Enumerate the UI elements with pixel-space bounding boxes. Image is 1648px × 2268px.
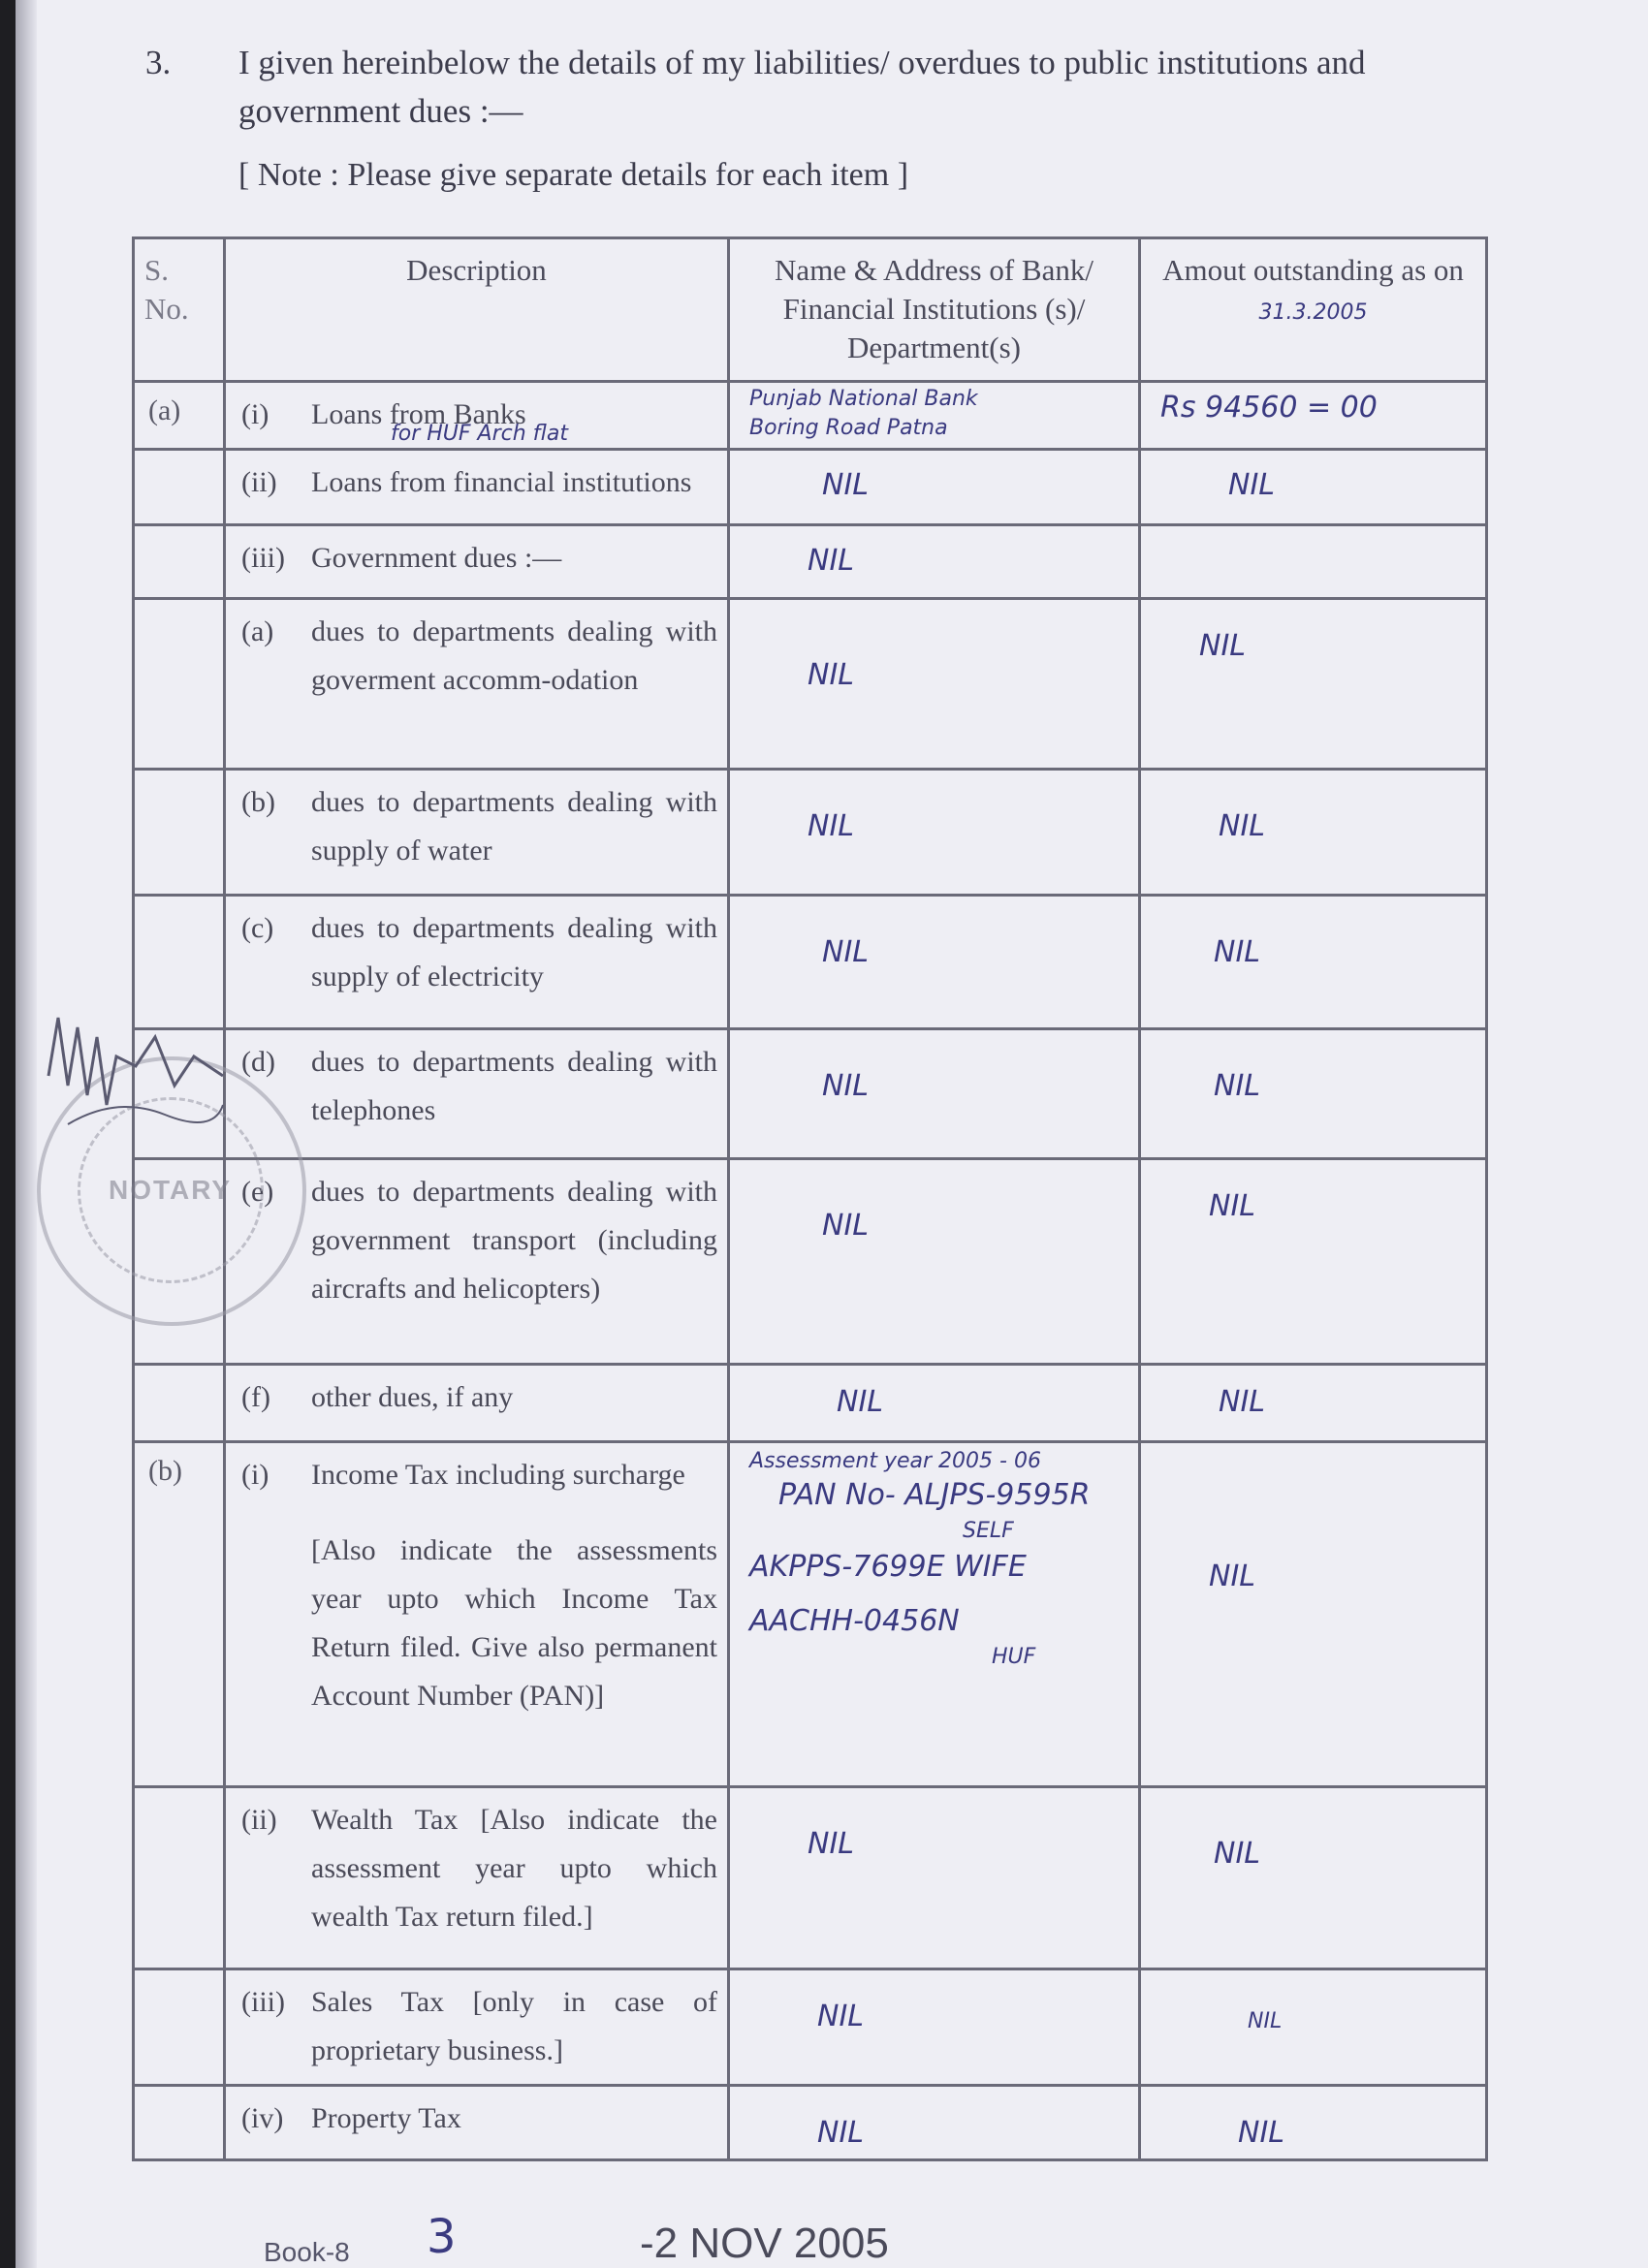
row-bank-line: AKPPS-7699E WIFE: [749, 1550, 1027, 1584]
row-amount-value: NIL: [1209, 1189, 1256, 1223]
row-label: (d): [241, 1046, 275, 1078]
row-amount: [1140, 450, 1487, 525]
row-amount: [1140, 2086, 1487, 2160]
row-desc-text: dues to departments dealing with supply of water: [311, 786, 717, 866]
row-desc-text: Government dues :—: [311, 542, 562, 574]
row-bank-value: NIL: [822, 935, 870, 969]
signature: [39, 998, 233, 1144]
row-sno: [134, 525, 225, 599]
table-row: [134, 599, 1487, 770]
row-bank-value: NIL: [822, 1069, 870, 1103]
notary-stamp-text: NOTARY: [109, 1175, 233, 1205]
row-desc-text: Wealth Tax [Also indicate the assessment year upto which wealth Tax return filed.]: [311, 1804, 717, 1933]
row-description: [225, 770, 729, 896]
row-description: [225, 1787, 729, 1969]
row-desc-text-2: [Also indicate the assessments year upto which Income Tax Return filed. Give also permanent Account Number (PAN)]: [311, 1534, 717, 1712]
table-row: [134, 1365, 1487, 1442]
table-row: [134, 382, 1487, 450]
table-header-row: [134, 238, 1487, 382]
row-label: (ii): [241, 1804, 277, 1836]
row-amount: [1140, 525, 1487, 599]
row-bank-line: HUF: [992, 1645, 1036, 1669]
row-desc-text: dues to departments dealing with telephones: [311, 1046, 717, 1126]
row-description: [225, 1442, 729, 1787]
row-bank: [729, 1787, 1140, 1969]
row-bank-value: NIL: [808, 658, 855, 692]
row-label: (c): [241, 912, 274, 944]
row-bank: [729, 1969, 1140, 2086]
row-bank-line: AACHH-0456N: [749, 1604, 960, 1638]
row-amount-value: NIL: [1214, 1837, 1261, 1871]
row-desc-text: other dues, if any: [311, 1381, 514, 1413]
row-bank-value: Assessment year 2005 - 06: [749, 1449, 1041, 1473]
row-amount-value: Rs 94560 = 00: [1160, 391, 1378, 425]
row-desc-text: dues to departments dealing with supply of electricity: [311, 912, 717, 992]
row-sno: [134, 770, 225, 896]
row-bank: [729, 770, 1140, 896]
header-bank: Name & Address of Bank/ Financial Institutions (s)/ Department(s): [729, 238, 1140, 382]
header-description: Description: [225, 238, 729, 382]
footer-book-label: Book-8: [264, 2237, 350, 2267]
row-label: (a): [241, 615, 274, 647]
table-row: [134, 1969, 1487, 2086]
row-bank: [729, 382, 1140, 450]
row-bank-value: NIL: [817, 2000, 865, 2033]
row-desc-text: Property Tax: [311, 2102, 461, 2134]
row-amount: [1140, 1969, 1487, 2086]
table-row: [134, 1442, 1487, 1787]
row-amount: [1140, 896, 1487, 1029]
row-description: [225, 599, 729, 770]
footer-handwritten-number: 3: [427, 2210, 457, 2264]
table-row: [134, 450, 1487, 525]
row-bank-value: NIL: [808, 809, 855, 843]
row-sno: [134, 599, 225, 770]
row-sno: [134, 1787, 225, 1969]
row-bank-value-2: Boring Road Patna: [749, 416, 948, 440]
row-description: [225, 896, 729, 1029]
row-description: [225, 1365, 729, 1442]
row-amount: [1140, 1029, 1487, 1159]
row-bank: [729, 599, 1140, 770]
row-bank: [729, 450, 1140, 525]
row-bank-value: NIL: [822, 468, 870, 502]
row-bank: [729, 1029, 1140, 1159]
scan-edge: [0, 0, 16, 2268]
row-amount-value: NIL: [1199, 629, 1247, 663]
row-label: (iii): [241, 542, 285, 574]
row-bank-value: Punjab National Bank: [749, 387, 978, 411]
row-desc-text: Income Tax including surcharge: [311, 1459, 685, 1491]
row-amount: [1140, 1442, 1487, 1787]
row-desc-text: Loans from Banks: [311, 398, 526, 430]
row-amount: [1140, 770, 1487, 896]
row-amount: [1140, 382, 1487, 450]
row-label: (f): [241, 1381, 270, 1413]
row-label: (i): [241, 1459, 269, 1491]
row-label: (e): [241, 1176, 274, 1208]
liabilities-table: [132, 236, 1485, 2161]
row-desc-text: Sales Tax [only in case of proprietary business.]: [311, 1986, 717, 2066]
row-amount-value: NIL: [1214, 935, 1261, 969]
row-desc-text: dues to departments dealing with goverment accomm-odation: [311, 615, 717, 696]
row-amount: [1140, 1787, 1487, 1969]
row-amount-value: NIL: [1238, 2116, 1285, 2150]
header-sno: S. No.: [134, 238, 225, 382]
section-text: I given hereinbelow the details of my liabilities/ overdues to public institutions and government dues :—: [238, 44, 1366, 130]
row-bank: [729, 525, 1140, 599]
table-row: [134, 1029, 1487, 1159]
row-bank: [729, 896, 1140, 1029]
header-amount-label: Amout outstanding as on: [1162, 253, 1464, 287]
row-amount: [1140, 1159, 1487, 1365]
row-desc-handwritten: for HUF Arch flat: [391, 422, 568, 446]
table-row: [134, 2086, 1487, 2160]
row-desc-text: dues to departments dealing with government transport (including aircrafts and helicopters): [311, 1176, 717, 1305]
row-label: (iii): [241, 1986, 285, 2018]
row-bank: [729, 2086, 1140, 2160]
row-bank-value: NIL: [837, 1385, 884, 1419]
row-bank: [729, 1365, 1140, 1442]
row-label: (b): [241, 786, 275, 818]
row-bank: [729, 1442, 1140, 1787]
table-row: [134, 1159, 1487, 1365]
row-amount-value: NIL: [1219, 1385, 1266, 1419]
row-bank-value: NIL: [817, 2116, 865, 2150]
table-row: [134, 896, 1487, 1029]
row-amount-value: NIL: [1248, 2009, 1283, 2033]
table-row: [134, 1787, 1487, 1969]
row-amount-value: NIL: [1214, 1069, 1261, 1103]
row-bank-value: NIL: [808, 544, 855, 578]
header-amount: [1140, 238, 1487, 382]
header-amount-date: 31.3.2005: [1258, 300, 1368, 325]
row-amount-value: NIL: [1219, 809, 1266, 843]
row-description: [225, 450, 729, 525]
table-row: [134, 525, 1487, 599]
row-label: (ii): [241, 466, 277, 498]
row-bank-line: SELF: [963, 1519, 1014, 1543]
scan-shadow: [16, 0, 37, 2268]
row-label: (iv): [241, 2102, 284, 2134]
row-sno: [134, 450, 225, 525]
row-description: [225, 1029, 729, 1159]
note-text: [ Note : Please give separate details for each item ]: [238, 157, 909, 193]
table-row: [134, 770, 1487, 896]
row-sno: [134, 2086, 225, 2160]
section-number: 3.: [145, 44, 172, 81]
footer-date-stamp: -2 NOV 2005: [640, 2220, 889, 2267]
row-bank-value: NIL: [822, 1209, 870, 1243]
row-bank-value: NIL: [808, 1827, 855, 1861]
row-amount-value: NIL: [1228, 468, 1276, 502]
row-bank-line: PAN No- ALJPS-9595R: [778, 1478, 1091, 1512]
row-description: [225, 1969, 729, 2086]
row-description: [225, 525, 729, 599]
row-description: [225, 382, 729, 450]
row-bank: [729, 1159, 1140, 1365]
row-amount: [1140, 1365, 1487, 1442]
row-amount: [1140, 599, 1487, 770]
row-description: [225, 2086, 729, 2160]
row-sno: (a): [134, 382, 225, 450]
row-sno: (b): [134, 1442, 225, 1787]
row-sno: [134, 1365, 225, 1442]
row-desc-text: Loans from financial institutions: [311, 466, 692, 498]
row-amount-value: NIL: [1209, 1559, 1256, 1593]
row-label: (i): [241, 398, 269, 430]
row-sno: [134, 1969, 225, 2086]
